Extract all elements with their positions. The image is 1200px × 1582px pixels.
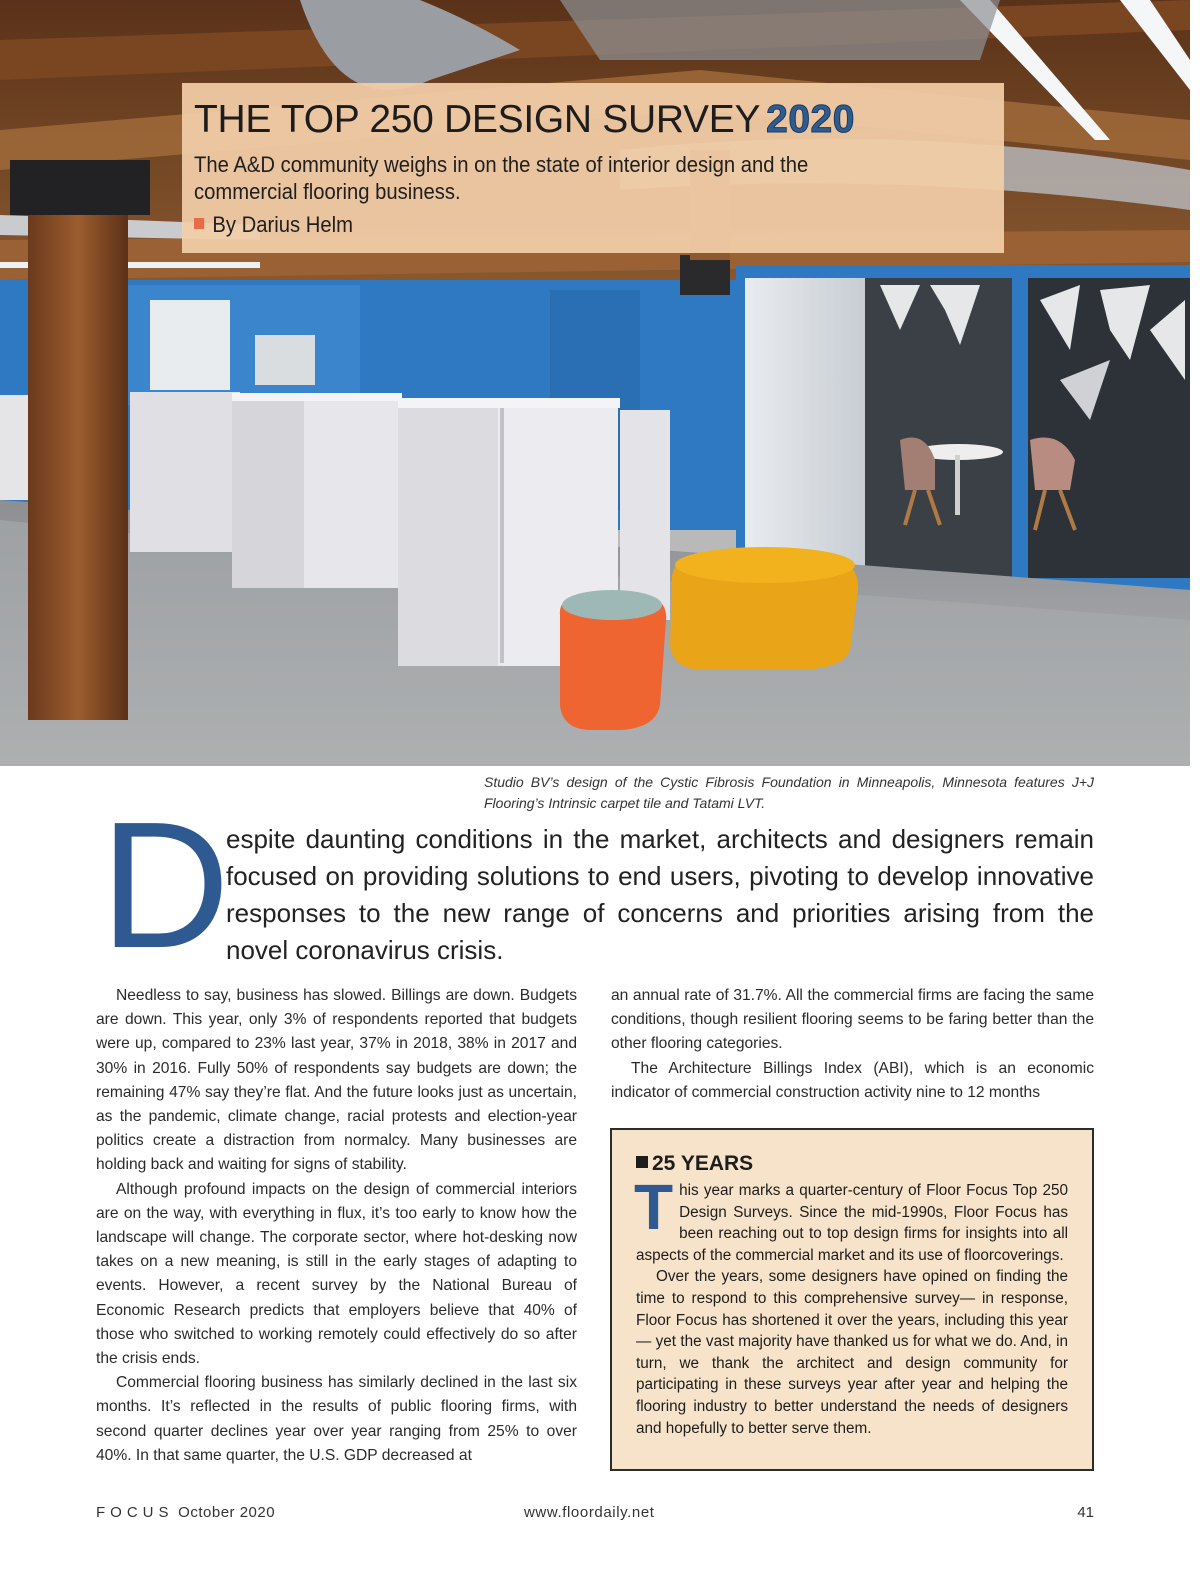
sidebar-dropcap: T xyxy=(634,1171,674,1243)
title-text: THE TOP 250 DESIGN SURVEY xyxy=(194,98,761,141)
issue-date: October 2020 xyxy=(178,1504,276,1521)
footer-url[interactable]: www.floordaily.net xyxy=(524,1504,655,1521)
page-number: 41 xyxy=(1077,1504,1094,1521)
author-name: By Darius Helm xyxy=(212,212,353,237)
article-subtitle: The A&D community weighs in on the state of interior design and the commercial flooring business. xyxy=(194,152,809,204)
article-title xyxy=(194,97,992,143)
sidebar-body xyxy=(634,1171,1068,1439)
title-year: 2020 xyxy=(766,98,855,141)
body-column-left xyxy=(96,984,577,1468)
lead-dropcap: D xyxy=(100,785,230,986)
sidebar-heading-text: 25 YEARS xyxy=(652,1152,754,1175)
body-paragraph: Needless to say, business has slowed. Billings are down. Budgets are down. This year, only 3% of respondents reported that budgets were up, compared to 23% last year, 37% in 2018, 38% in 2017 and 30% in 2016. Fully 50% of respondents say budgets are down; the remaining 47% say they’re flat. And the future looks just as uncertain, as the pandemic, climate change, racial protests and election-year politics create a distraction from normalcy. Many businesses are holding back and waiting for signs of stability. xyxy=(96,987,577,1174)
magazine-name: FOCUS xyxy=(96,1504,174,1521)
title-box xyxy=(182,83,1004,253)
sidebar-heading xyxy=(636,1150,1068,1178)
sidebar-box xyxy=(610,1128,1094,1471)
body-column-right xyxy=(611,984,1094,1105)
body-paragraph: The Architecture Billings Index (ABI), which is an economic indicator of commercial construction activity nine to 12 months xyxy=(611,1059,1094,1101)
photo-caption: Studio BV’s design of the Cystic Fibrosis Foundation in Minneapolis, Minnesota features J+J Flooring’s Intrinsic carpet tile and Tatami LVT. xyxy=(484,774,1094,811)
square-bullet-icon xyxy=(636,1156,648,1168)
page-footer xyxy=(96,1504,1094,1528)
lead-paragraph: espite daunting conditions in the market, architects and designers remain focused on providing solutions to end users, pivoting to develop innovative responses to the new range of concerns and priorities arising from the novel coronavirus crisis. xyxy=(226,824,1094,965)
footer-issue xyxy=(96,1504,275,1521)
body-paragraph: Although profound impacts on the design of commercial interiors are on the way, with everything in flux, it’s too early to know how the landscape will change. The corporate sector, where hot-desking now takes on a new meaning, is still in the early stages of adapting to events. However, a recent survey by the National Bureau of Economic Research predicts that employers believe that 40% of those who switched to working remotely could effectively do so after the crisis ends. xyxy=(96,1180,577,1368)
sidebar-paragraph: Over the years, some designers have opined on finding the time to respond to this comprehensive survey— in response, Floor Focus has shortened it over the years, including this year— yet the vast majority have thanked us for what we do. And, in turn, we thank the architect and design community for participating in these surveys year after year and helping the flooring industry to better understand the needs of designers and hopefully to better serve them. xyxy=(636,1268,1068,1437)
body-paragraph: Commercial flooring business has similarly declined in the last six months. It’s reflected in the results of public flooring firms, with second quarter declines year over year ranging from 25% to over 40%. In that same quarter, the U.S. GDP decreased at xyxy=(96,1374,577,1464)
square-bullet-icon xyxy=(194,218,204,229)
byline xyxy=(194,211,928,238)
body-paragraph-continued: an annual rate of 31.7%. All the commercial firms are facing the same conditions, though resilient flooring seems to be faring better than the other flooring categories. xyxy=(611,987,1094,1053)
sidebar-paragraph: his year marks a quarter-century of Floor Focus Top 250 Design Surveys. Since the mid-1990s, Floor Focus has been reaching out to top design firms for insights into all aspects of the commercial market and its use of floorcoverings. xyxy=(636,1182,1068,1264)
